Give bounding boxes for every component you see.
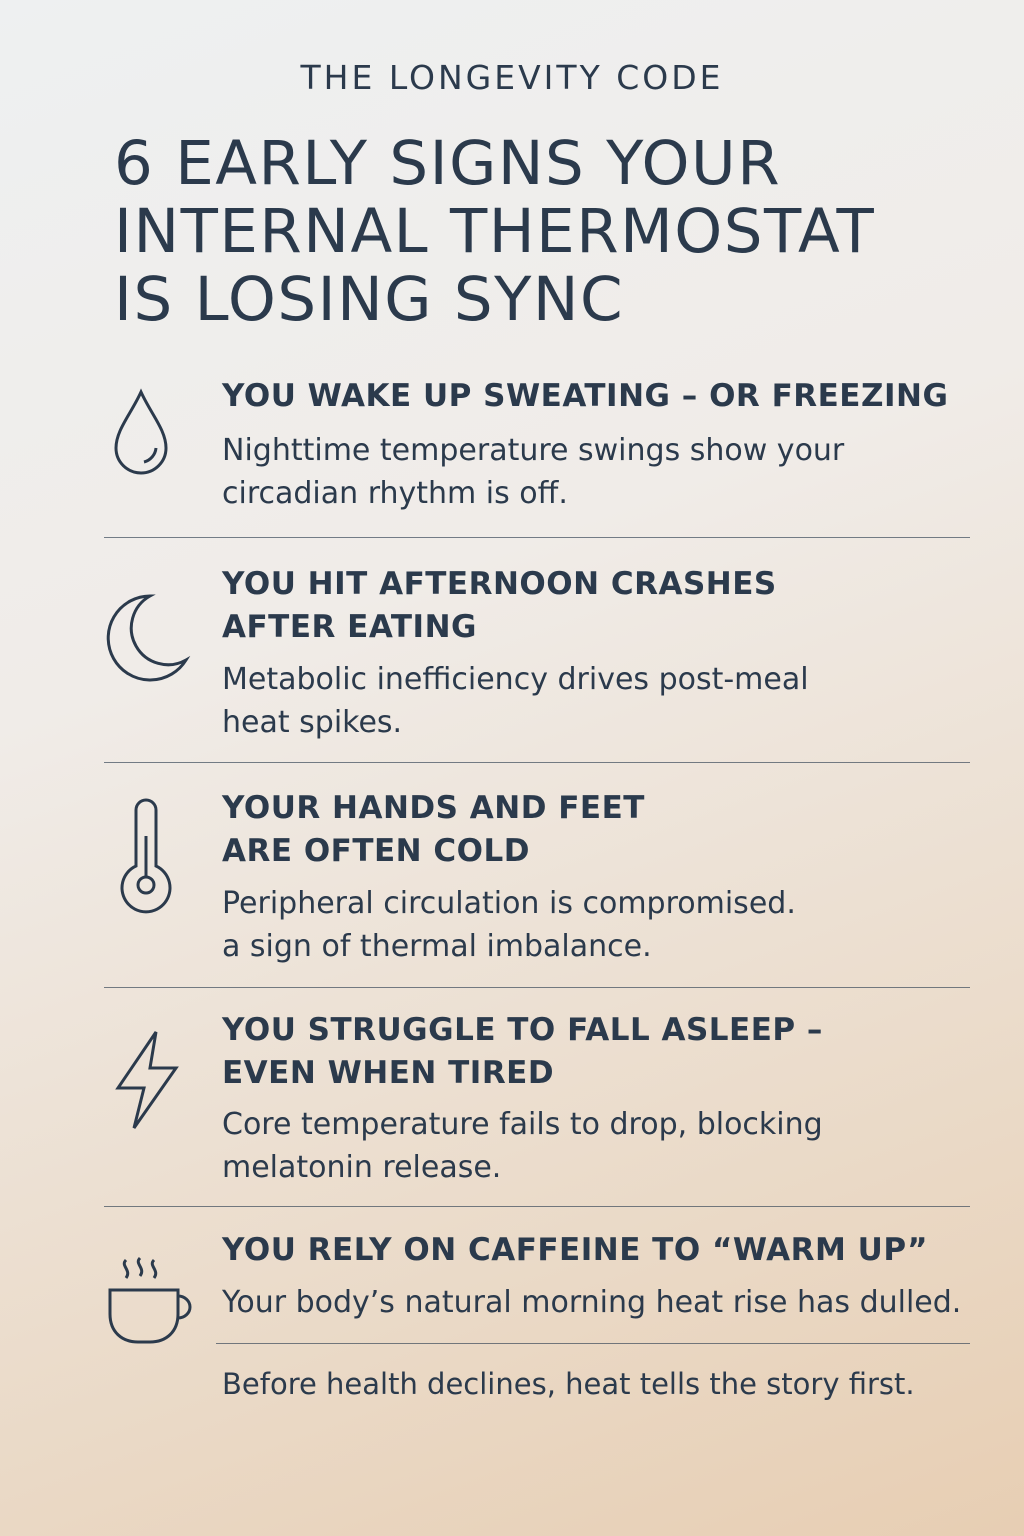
- sign-description-line: Your body’s natural morning heat rise has dulled.: [222, 1285, 962, 1320]
- sign-heading-line: EVEN WHEN TIRED: [222, 1055, 555, 1091]
- brand-name: THE LONGEVITY CODE: [300, 58, 724, 97]
- divider: [104, 987, 970, 988]
- page-title: [114, 130, 994, 334]
- sign-description: [222, 429, 982, 515]
- sign-description-line: melatonin release.: [222, 1150, 502, 1185]
- divider: [104, 1206, 970, 1207]
- water-drop-icon: [106, 386, 176, 482]
- sign-heading-line: YOU HIT AFTERNOON CRASHES: [222, 566, 777, 602]
- sign-heading-line: YOUR HANDS AND FEET: [222, 790, 645, 826]
- sign-description: [222, 882, 982, 968]
- thermometer-icon: [112, 796, 178, 916]
- title-line: INTERNAL THERMOSTAT: [114, 196, 876, 267]
- sign-heading: [222, 1009, 1002, 1095]
- divider: [216, 1343, 970, 1344]
- footer-tagline: Before health declines, heat tells the story first.: [222, 1367, 915, 1401]
- sign-description-line: Core temperature fails to drop, blocking: [222, 1107, 823, 1142]
- coffee-cup-icon: [104, 1254, 200, 1348]
- divider: [104, 537, 970, 538]
- sign-heading: [222, 787, 1002, 873]
- sign-description-line: heat spikes.: [222, 705, 403, 740]
- sign-heading-line: YOU RELY ON CAFFEINE TO “WARM UP”: [222, 1232, 928, 1268]
- sign-description-line: Metabolic inefficiency drives post-meal: [222, 662, 809, 697]
- sign-description-line: Peripheral circulation is compromised.: [222, 886, 796, 921]
- title-line: IS LOSING SYNC: [114, 264, 625, 335]
- title-line: 6 EARLY SIGNS YOUR: [114, 128, 782, 199]
- divider: [104, 762, 970, 763]
- sign-description-line: circadian rhythm is off.: [222, 476, 568, 511]
- sign-description-line: Nighttime temperature swings show your: [222, 433, 845, 468]
- sign-heading: [222, 1229, 1002, 1272]
- sign-heading: [222, 563, 1002, 649]
- sign-description: [222, 1103, 982, 1189]
- sign-heading-line: AFTER EATING: [222, 609, 477, 645]
- sign-heading-line: YOU WAKE UP SWEATING – OR FREEZING: [222, 378, 949, 414]
- sign-description: [222, 658, 982, 744]
- sign-heading-line: YOU STRUGGLE TO FALL ASLEEP –: [222, 1012, 823, 1048]
- sign-description: [222, 1281, 982, 1324]
- lightning-bolt-icon: [110, 1028, 182, 1132]
- sign-heading-line: ARE OFTEN COLD: [222, 833, 531, 869]
- sign-heading: [222, 375, 1002, 418]
- crescent-moon-icon: [106, 590, 192, 682]
- sign-description-line: a sign of thermal imbalance.: [222, 929, 652, 964]
